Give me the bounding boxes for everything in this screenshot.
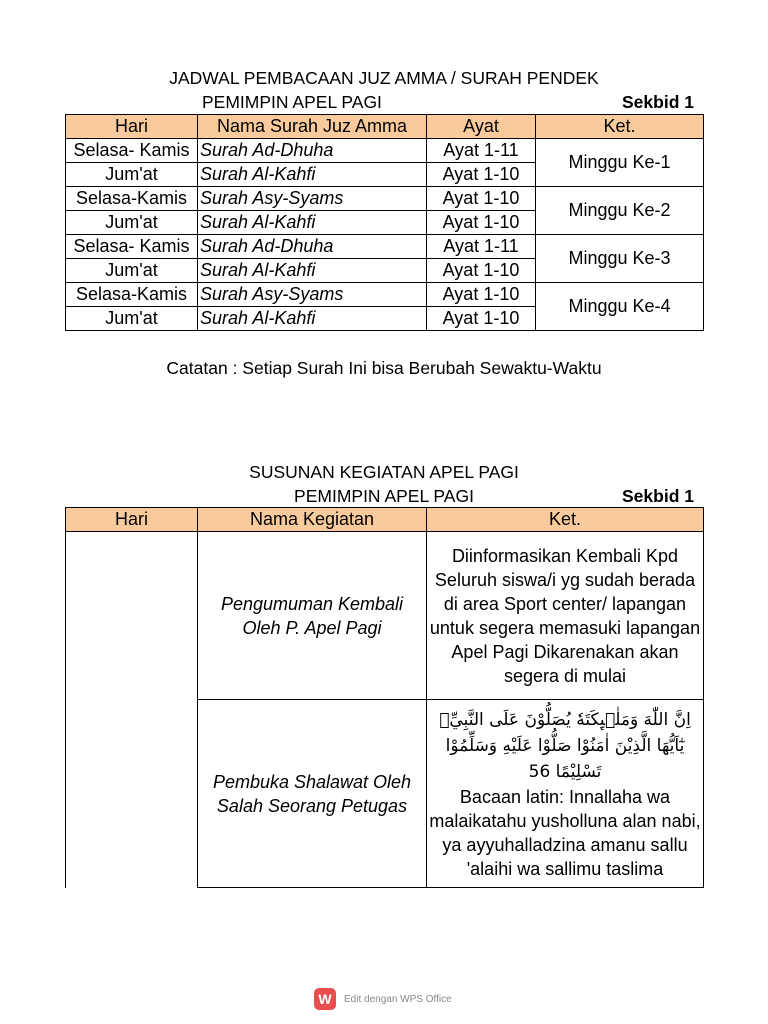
schedule-title: JADWAL PEMBACAAN JUZ AMMA / SURAH PENDEK: [169, 68, 599, 88]
col-header-hari: Hari: [66, 508, 198, 532]
ket-cell: Diinformasikan Kembali Kpd Seluruh siswa/i yg sudah berada di area Sport center/ lapangan untuk segera memasuki lapangan Apel Pagi Dikarenakan akan segera di mulai: [427, 532, 704, 700]
schedule-note: Catatan : Setiap Surah Ini bisa Berubah Sewaktu-Waktu: [166, 358, 602, 378]
shalawat-latin-text: Bacaan latin: Innallaha wa malaikatahu yusholluna alan nabi, ya ayyuhalladzina amanu sallu 'alaihi wa sallimu taslima: [429, 786, 701, 879]
ayat-cell: Ayat 1-10: [427, 187, 536, 211]
col-header-ket: Ket.: [427, 508, 704, 532]
ket-cell: Minggu Ke-1: [536, 139, 704, 187]
hari-cell: Selasa- Kamis: [66, 139, 198, 163]
surah-cell: Surah Al-Kahfi: [198, 163, 427, 187]
hari-cell: Jum'at: [66, 211, 198, 235]
juz-amma-schedule-table: [65, 114, 704, 331]
wps-footer: [314, 988, 452, 1010]
ayat-cell: Ayat 1-10: [427, 283, 536, 307]
ket-cell: Minggu Ke-3: [536, 235, 704, 283]
shalawat-arabic-text: اِنَّ اللّٰهَ وَمَلٰۤىِٕكَتَهٗ يُصَلُّوْنَ عَلَى النَّبِيِّۗ يٰٓاَيُّهَا الَّذِيْنَ اٰمَنُوْا صَلُّوْا عَلَيْهِ وَسَلِّمُوْا تَسْلِيْمًا 56: [439, 709, 691, 782]
surah-cell: Surah Ad-Dhuha: [198, 235, 427, 259]
hari-cell: Selasa- Kamis: [66, 235, 198, 259]
ayat-cell: Ayat 1-11: [427, 235, 536, 259]
hari-cell: Jum'at: [66, 163, 198, 187]
ayat-cell: Ayat 1-10: [427, 307, 536, 331]
apel-activity-table: [65, 507, 704, 888]
wps-logo-icon: W: [314, 988, 336, 1010]
ayat-cell: Ayat 1-10: [427, 211, 536, 235]
surah-cell: Surah Al-Kahfi: [198, 211, 427, 235]
surah-cell: Surah Asy-Syams: [198, 187, 427, 211]
hari-cell: Jum'at: [66, 307, 198, 331]
col-header-nama-kegiatan: Nama Kegiatan: [198, 508, 427, 532]
surah-cell: Surah Al-Kahfi: [198, 307, 427, 331]
kegiatan-cell: Pengumuman Kembali Oleh P. Apel Pagi: [198, 532, 427, 700]
hari-cell: Jum'at: [66, 259, 198, 283]
col-header-ket: Ket.: [536, 115, 704, 139]
activity-title: SUSUNAN KEGIATAN APEL PAGI: [249, 462, 519, 482]
surah-cell: Surah Ad-Dhuha: [198, 139, 427, 163]
ayat-cell: Ayat 1-11: [427, 139, 536, 163]
ayat-cell: Ayat 1-10: [427, 163, 536, 187]
col-header-ayat: Ayat: [427, 115, 536, 139]
wps-edit-text: Edit dengan WPS Office: [344, 993, 452, 1005]
surah-cell: Surah Asy-Syams: [198, 283, 427, 307]
table-row: [66, 187, 704, 211]
col-header-nama-surah: Nama Surah Juz Amma: [198, 115, 427, 139]
table-row: [66, 235, 704, 259]
table-row: [66, 283, 704, 307]
activity-sekbid: Sekbid 1: [622, 486, 694, 506]
ket-cell: [427, 700, 704, 888]
table-header-row: [66, 115, 704, 139]
table-row: [66, 532, 704, 700]
ayat-cell: Ayat 1-10: [427, 259, 536, 283]
schedule-sekbid: Sekbid 1: [622, 92, 694, 112]
hari-cell: Selasa-Kamis: [66, 187, 198, 211]
hari-cell: Selasa-Kamis: [66, 283, 198, 307]
surah-cell: Surah Al-Kahfi: [198, 259, 427, 283]
col-header-hari: Hari: [66, 115, 198, 139]
table-header-row: [66, 508, 704, 532]
activity-subtitle: PEMIMPIN APEL PAGI: [294, 486, 474, 506]
hari-cell: [66, 532, 198, 888]
table-row: [66, 139, 704, 163]
ket-cell: Minggu Ke-4: [536, 283, 704, 331]
kegiatan-cell: Pembuka Shalawat Oleh Salah Seorang Petugas: [198, 700, 427, 888]
ket-cell: Minggu Ke-2: [536, 187, 704, 235]
schedule-subtitle: PEMIMPIN APEL PAGI: [202, 92, 382, 112]
